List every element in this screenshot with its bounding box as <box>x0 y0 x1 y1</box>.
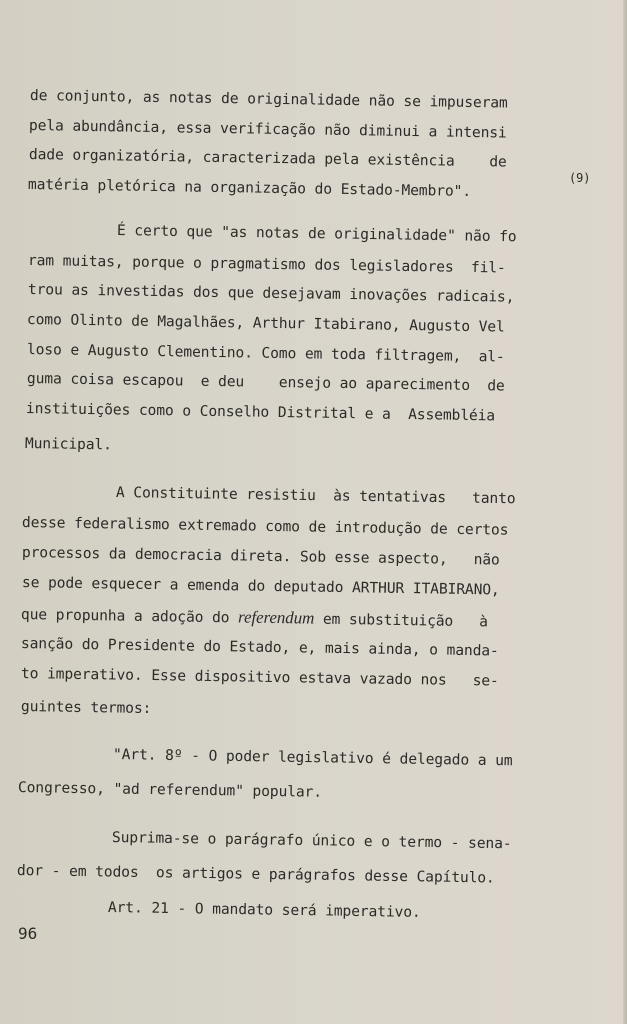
text-line: guma coisa escapou e deu ensejo ao aparecimento de <box>26 370 505 395</box>
text-line: pela abundância, essa verificação não diminui a intensi <box>28 117 507 142</box>
footnote-reference: (9) <box>569 171 591 185</box>
text-line: Art. 21 - O mandato será imperativo. <box>107 899 421 921</box>
text-line: loso e Augusto Clementino. Como em toda filtragem, al- <box>26 341 505 366</box>
text-line: trou as investidas dos que desejavam inovações radicais, <box>27 281 515 306</box>
text-line: sanção do Presidente do Estado, e, mais ainda, o manda- <box>20 635 499 660</box>
text-line: dade organizatória, caracterizada pela existência de <box>28 146 507 171</box>
text-line: de conjunto, as notas de originalidade não se impuseram <box>29 87 508 112</box>
text-line: matéria pletórica na organização do Estado-Membro". <box>27 176 472 200</box>
text-line: se pode esquecer a emenda do deputado ARTHUR ITABIRANO, <box>21 574 500 599</box>
page-edge-shadow <box>623 0 627 1024</box>
text-line: Suprima-se o parágrafo único e o termo - sena- <box>111 829 512 853</box>
text-line: ram muitas, porque o pragmatismo dos legisladores fil- <box>27 252 506 277</box>
text-line-with-italic <box>21 604 488 632</box>
text-line: dor - em todos os artigos e parágrafos desse Capítulo. <box>16 862 495 887</box>
text-segment: que propunha a adoção do <box>20 606 239 627</box>
text-line: to imperativo. Esse dispositivo estava vazado nos se- <box>20 665 499 690</box>
text-line: A Constituinte resistiu às tentativas tanto <box>115 484 516 508</box>
text-line: É certo que "as notas de originalidade" não fo <box>116 222 517 246</box>
page-number: 96 <box>18 924 38 943</box>
text-line: Congresso, "ad referendum" popular. <box>17 779 323 801</box>
text-line: guintes termos: <box>20 698 152 718</box>
text-line: como Olinto de Magalhães, Arthur Itabirano, Augusto Vel <box>26 311 505 336</box>
text-line: desse federalismo extremado como de introdução de certos <box>21 514 509 539</box>
text-segment: em substituição à <box>314 610 489 631</box>
text-line: processos da democracia direta. Sob esse aspecto, não <box>21 544 500 569</box>
text-line: "Art. 8º - O poder legislativo é delegado a um <box>112 746 513 770</box>
text-line: instituições como o Conselho Distrital e a Assembléia <box>25 400 496 425</box>
text-line: Municipal. <box>24 435 113 454</box>
italic-term: referendum <box>237 607 315 628</box>
